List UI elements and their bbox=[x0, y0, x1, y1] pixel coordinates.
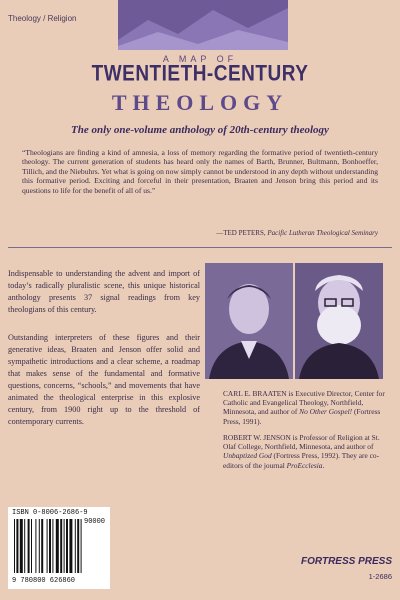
braaten-bio bbox=[223, 389, 393, 426]
braaten-bio-text: CARL E. BRAATEN is Executive Director, Center for Catholic and Evangelical Theology, Northfield, Minnesota, and author of bbox=[223, 389, 385, 417]
isbn-text: ISBN 0-8006-2686-9 bbox=[12, 509, 88, 517]
catalog-code: 1-2686 bbox=[368, 572, 392, 581]
ean-number: 9 780800 626860 bbox=[12, 577, 76, 585]
title-line-1: A MAP OF bbox=[162, 54, 238, 64]
divider bbox=[8, 247, 392, 248]
journal-title: ProEcclesia bbox=[286, 460, 323, 470]
barcode-bars bbox=[12, 519, 106, 580]
quote-attribution bbox=[216, 229, 378, 237]
jenson-bio-end: . bbox=[322, 460, 325, 470]
price-code: 90000 bbox=[84, 518, 106, 526]
jenson-bio-text: ROBERT W. JENSON is Professor of Religion at St. Olaf College, Northfield, Minnesota, and author of bbox=[223, 433, 380, 452]
jenson-bio-publisher: (Fortress Press, 1992). They are co-editors of the journal bbox=[223, 451, 380, 470]
jenson-photo bbox=[295, 263, 383, 379]
category-label: Theology / Religion bbox=[8, 14, 77, 23]
braaten-photo bbox=[205, 263, 293, 379]
endorsement-quote: “Theologians are finding a kind of amnesia, a loss of memory regarding the formative period of twentieth-century theology. The current generation of students has heard only the names of Barth, Brunner, Bultmann, Bonhoeffer, Tillich, and the Niebuhrs. Yet what is going on now simply cannot be understood in any depth without understanding this formative period. Exciting and forceful in their presentation, Braaten and Jenson bring this period and its questions to life for the benefit of all of us.” bbox=[22, 148, 378, 195]
quote-affiliation: Pacific Lutheran Theological Seminary bbox=[267, 229, 378, 237]
title-line-3: THEOLOGY bbox=[111, 90, 289, 115]
title-banner-image bbox=[118, 0, 288, 50]
braaten-bio-publisher: (Fortress Press, 1991). bbox=[223, 407, 381, 426]
quote-author: —TED PETERS, bbox=[216, 229, 268, 237]
description-paragraph-1: Indispensable to understanding the advent and import of today’s radically pluralistic scene, this unique historical anthology presents 37 signal readings from key theologians of this century. bbox=[8, 269, 200, 314]
jenson-book-title: Unbaptized God bbox=[223, 451, 272, 461]
title-line-2: TWENTIETH-CENTURY bbox=[91, 62, 309, 87]
description-paragraph-2: Outstanding interpreters of these figures and their generative ideas, Braaten and Jenson offer solid and sympathetic introductions and a clear scheme, a roadmap that makes sense of the fundamental and formative questions, concerns, “schools,” and movements that have animated the theological enterprise in this explosive century, from 1900 right up to the threshold of contemporary currents. bbox=[8, 333, 200, 426]
jenson-bio bbox=[223, 433, 393, 470]
braaten-book-title: No Other Gospel! bbox=[299, 407, 353, 417]
subtitle: The only one-volume anthology of 20th-century theology bbox=[71, 124, 329, 136]
publisher-name: FORTRESS PRESS bbox=[301, 556, 392, 567]
